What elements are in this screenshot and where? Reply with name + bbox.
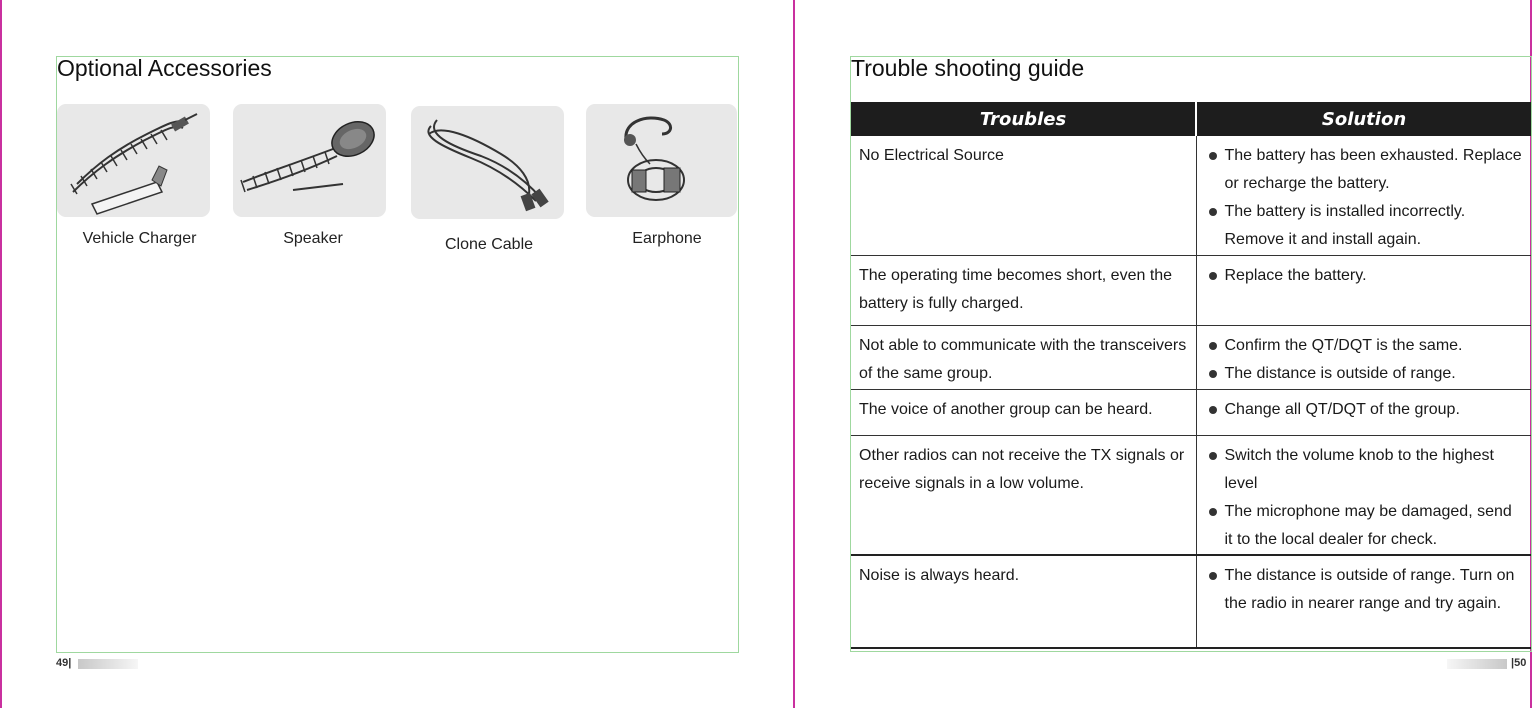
solution-item: Switch the volume knob to the highest level: [1205, 442, 1524, 498]
table-header-row: [851, 102, 1531, 136]
trouble-cell: Noise is always heard.: [851, 555, 1196, 648]
solution-item: Change all QT/DQT of the group.: [1205, 396, 1524, 424]
page-title-accessories: Optional Accessories: [57, 55, 272, 81]
solution-item: The battery has been exhausted. Replace or recharge the battery.: [1205, 142, 1524, 198]
solution-cell: [1196, 136, 1531, 255]
page-fold: [793, 0, 795, 708]
table-row: [851, 435, 1531, 555]
trouble-cell: Not able to communicate with the transceivers of the same group.: [851, 325, 1196, 389]
solution-item: The microphone may be damaged, send it to the local dealer for check.: [1205, 498, 1524, 554]
column-header-troubles: Troubles: [851, 102, 1196, 136]
accessory-label-clone-cable: Clone Cable: [444, 236, 534, 253]
table-row: [851, 255, 1531, 325]
trouble-cell: Other radios can not receive the TX signals or receive signals in a low volume.: [851, 435, 1196, 555]
table-row: [851, 389, 1531, 435]
solution-item: The battery is installed incorrectly. Remove it and install again.: [1205, 198, 1524, 254]
earphone-icon: [586, 104, 737, 217]
solution-cell: [1196, 555, 1531, 648]
accessory-label-earphone: Earphone: [632, 230, 702, 247]
vehicle-charger-icon: [57, 104, 210, 217]
clone-cable-icon: [411, 106, 564, 219]
solution-item: The distance is outside of range.: [1205, 360, 1524, 388]
accessory-image-vehicle-charger: [57, 104, 210, 217]
table-row: [851, 136, 1531, 255]
solution-cell: [1196, 255, 1531, 325]
accessory-image-earphone: [586, 104, 737, 217]
solution-item: Replace the battery.: [1205, 262, 1524, 290]
speaker-microphone-icon: [233, 104, 386, 217]
accessory-image-speaker: [233, 104, 386, 217]
solution-cell: [1196, 435, 1531, 555]
trouble-cell: No Electrical Source: [851, 136, 1196, 255]
column-header-solution: Solution: [1196, 102, 1531, 136]
page-title-troubleshooting: Trouble shooting guide: [851, 55, 1085, 81]
left-page-edge: [0, 0, 2, 708]
solution-cell: [1196, 389, 1531, 435]
page-footer-bar-left: [78, 659, 138, 669]
trouble-cell: The operating time becomes short, even the battery is fully charged.: [851, 255, 1196, 325]
accessory-label-speaker: Speaker: [283, 230, 343, 247]
accessory-label-vehicle-charger: Vehicle Charger: [82, 230, 197, 247]
trouble-cell: The voice of another group can be heard.: [851, 389, 1196, 435]
troubleshooting-table: [851, 102, 1531, 649]
accessory-image-clone-cable: [411, 106, 564, 219]
page-footer-bar-right: [1447, 659, 1507, 669]
solution-item: The distance is outside of range. Turn on the radio in nearer range and try again.: [1205, 562, 1524, 618]
solution-item: Confirm the QT/DQT is the same.: [1205, 332, 1524, 360]
page-number-left: 49|: [56, 657, 72, 669]
table-row: [851, 555, 1531, 648]
table-row: [851, 325, 1531, 389]
page-number-right: |50: [1511, 657, 1527, 669]
solution-cell: [1196, 325, 1531, 389]
